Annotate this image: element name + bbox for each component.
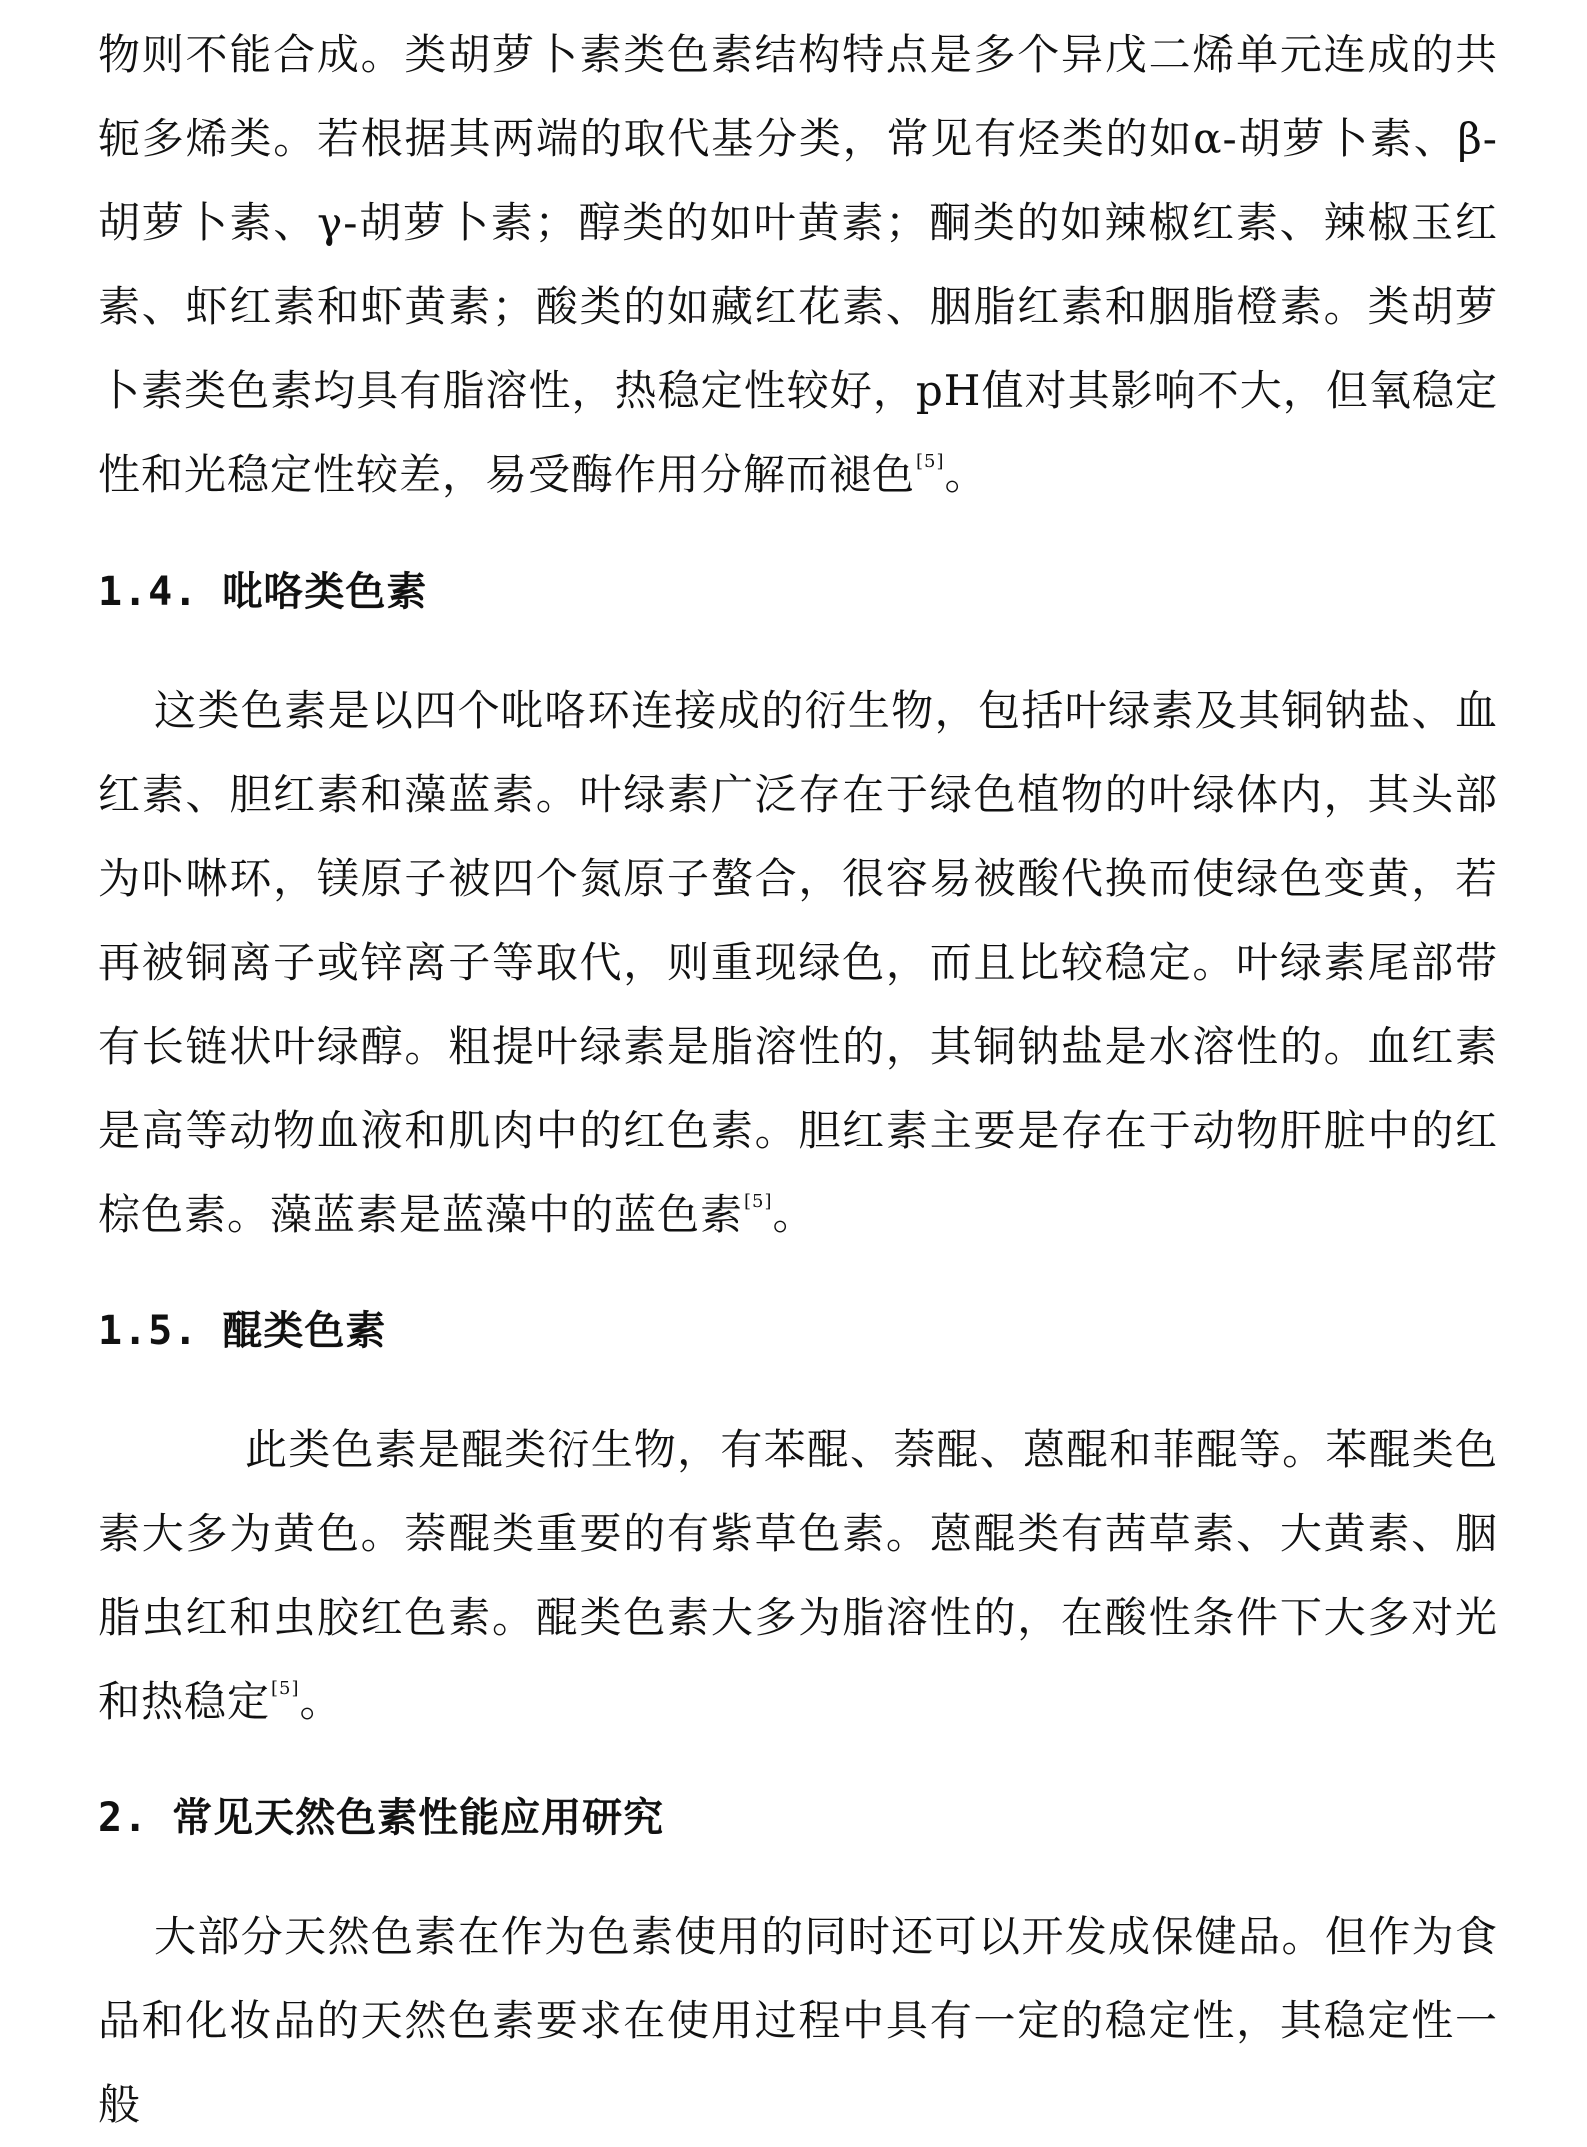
section-heading-2 — [98, 1788, 664, 1848]
citation-ref: [5] — [744, 1191, 773, 1212]
section-heading-1-5 — [98, 1301, 386, 1361]
section-number: 2. — [98, 1795, 149, 1841]
paragraph-text: 物则不能合成。类胡萝卜素类色素结构特点是多个异戊二烯单元连成的共轭多烯类。若根据其两端的取代基分类，常见有烃类的如α-胡萝卜素、β-胡萝卜素、γ-胡萝卜素；醇类的如叶黄素；酮类的如辣椒红素、辣椒玉红素、虾红素和虾黄素；酸类的如藏红花素、胭脂红素和胭脂橙素。类胡萝卜素类色素均具有脂溶性，热稳定性较好，pH值对其影响不大，但氧稳定性和光稳定性较差，易受酶作用分解而褪色 — [98, 30, 1498, 499]
section-title: 醌类色素 — [222, 1308, 387, 1354]
paragraph-applications — [98, 1895, 1498, 2147]
section-title: 常见天然色素性能应用研究 — [172, 1795, 665, 1841]
section-title: 吡咯类色素 — [222, 569, 428, 615]
section-number: 1.5. — [98, 1308, 199, 1354]
citation-ref: [5] — [916, 451, 945, 472]
paragraph-end: 。 — [944, 450, 988, 499]
paragraph-text: 此类色素是醌类衍生物，有苯醌、萘醌、蒽醌和菲醌等。苯醌类色素大多为黄色。萘醌类重要的有紫草色素。蒽醌类有茜草素、大黄素、胭脂虫红和虫胶红色素。醌类色素大多为脂溶性的，在酸性条件下大多对光和热稳定 — [98, 1425, 1498, 1726]
section-number: 1.4. — [98, 569, 199, 615]
paragraph-text: 大部分天然色素在作为色素使用的同时还可以开发成保健品。但作为食品和化妆品的天然色素要求在使用过程中具有一定的稳定性，其稳定性一般 — [98, 1912, 1498, 2129]
paragraph-end: 。 — [299, 1677, 343, 1726]
paragraph-end: 。 — [772, 1190, 816, 1239]
section-heading-1-4 — [98, 562, 427, 622]
paragraph-carotenoids — [98, 13, 1498, 517]
paragraph-quinone-pigments — [98, 1408, 1498, 1744]
citation-ref: [5] — [271, 1678, 300, 1699]
paragraph-text: 这类色素是以四个吡咯环连接成的衍生物，包括叶绿素及其铜钠盐、血红素、胆红素和藻蓝素。叶绿素广泛存在于绿色植物的叶绿体内，其头部为卟啉环，镁原子被四个氮原子螯合，很容易被酸代换而使绿色变黄，若再被铜离子或锌离子等取代，则重现绿色，而且比较稳定。叶绿素尾部带有长链状叶绿醇。粗提叶绿素是脂溶性的，其铜钠盐是水溶性的。血红素是高等动物血液和肌肉中的红色素。胆红素主要是存在于动物肝脏中的红棕色素。藻蓝素是蓝藻中的蓝色素 — [98, 686, 1498, 1239]
paragraph-pyrrole-pigments — [98, 669, 1498, 1257]
